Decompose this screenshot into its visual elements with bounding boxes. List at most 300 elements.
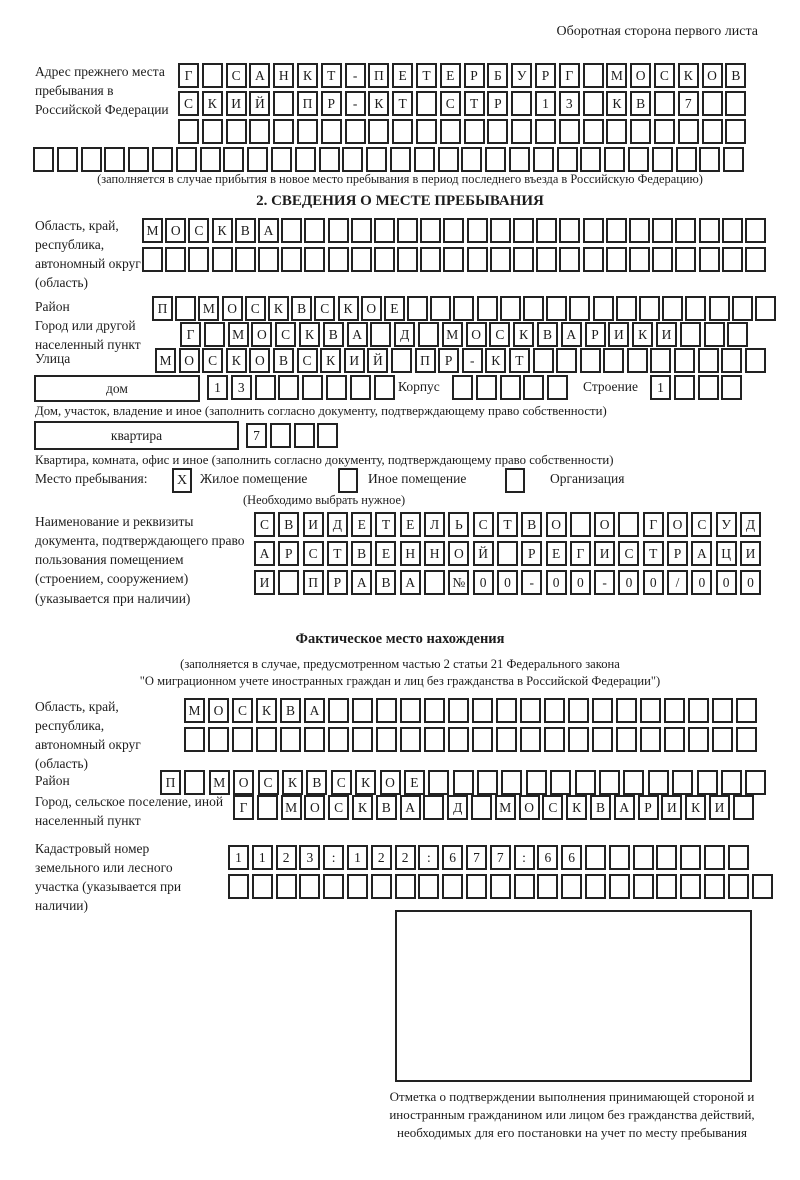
char-box[interactable] [256, 727, 277, 752]
char-box[interactable] [352, 727, 373, 752]
char-box[interactable]: Р [585, 322, 606, 347]
char-box[interactable]: М [495, 795, 516, 820]
char-box[interactable]: : [323, 845, 344, 870]
char-box[interactable] [618, 512, 639, 537]
char-box[interactable]: Г [570, 541, 591, 566]
checkbox-organization[interactable] [505, 468, 525, 493]
char-box[interactable]: С [258, 770, 279, 795]
char-box[interactable] [202, 63, 223, 88]
char-box[interactable]: О [304, 795, 325, 820]
char-box[interactable]: А [614, 795, 635, 820]
char-box[interactable] [702, 91, 723, 116]
char-box[interactable] [352, 698, 373, 723]
char-box[interactable]: И [661, 795, 682, 820]
char-box[interactable]: К [212, 218, 233, 243]
char-box[interactable] [176, 147, 197, 172]
char-box[interactable] [397, 247, 418, 272]
char-box[interactable]: - [594, 570, 615, 595]
char-box[interactable] [487, 119, 508, 144]
char-box[interactable]: Б [487, 63, 508, 88]
char-box[interactable] [709, 296, 730, 321]
char-box[interactable] [520, 727, 541, 752]
char-box[interactable] [328, 727, 349, 752]
char-box[interactable]: Л [424, 512, 445, 537]
char-box[interactable] [371, 874, 392, 899]
char-box[interactable] [420, 247, 441, 272]
char-box[interactable]: 6 [442, 845, 463, 870]
char-box[interactable] [603, 348, 624, 373]
char-box[interactable] [202, 119, 223, 144]
char-box[interactable] [633, 845, 654, 870]
char-box[interactable]: Т [327, 541, 348, 566]
char-box[interactable] [497, 541, 518, 566]
char-box[interactable] [252, 874, 273, 899]
char-box[interactable]: С [303, 541, 324, 566]
char-box[interactable]: К [226, 348, 247, 373]
char-box[interactable]: К [678, 63, 699, 88]
char-box[interactable] [467, 247, 488, 272]
char-box[interactable] [546, 296, 567, 321]
char-box[interactable]: И [594, 541, 615, 566]
char-box[interactable]: К [566, 795, 587, 820]
char-box[interactable] [745, 348, 766, 373]
char-box[interactable]: С [202, 348, 223, 373]
char-box[interactable]: 7 [246, 423, 267, 448]
char-box[interactable] [688, 727, 709, 752]
char-box[interactable]: О [208, 698, 229, 723]
char-box[interactable] [258, 247, 279, 272]
char-box[interactable] [728, 845, 749, 870]
char-box[interactable]: А [304, 698, 325, 723]
char-box[interactable]: Е [546, 541, 567, 566]
char-box[interactable] [397, 218, 418, 243]
char-box[interactable]: А [258, 218, 279, 243]
char-box[interactable] [414, 147, 435, 172]
char-box[interactable]: А [400, 570, 421, 595]
char-box[interactable] [376, 727, 397, 752]
char-box[interactable]: И [254, 570, 275, 595]
char-box[interactable] [629, 218, 650, 243]
char-box[interactable]: И [656, 322, 677, 347]
char-box[interactable] [273, 119, 294, 144]
char-box[interactable]: М [184, 698, 205, 723]
char-box[interactable]: П [303, 570, 324, 595]
char-box[interactable] [580, 348, 601, 373]
char-box[interactable]: С [691, 512, 712, 537]
char-box[interactable] [654, 91, 675, 116]
char-box[interactable]: Й [473, 541, 494, 566]
char-box[interactable] [712, 698, 733, 723]
char-box[interactable] [752, 874, 773, 899]
char-box[interactable] [559, 119, 580, 144]
char-box[interactable]: 2 [371, 845, 392, 870]
char-box[interactable] [188, 247, 209, 272]
char-box[interactable]: О [546, 512, 567, 537]
char-box[interactable] [511, 119, 532, 144]
char-box[interactable]: В [537, 322, 558, 347]
char-box[interactable] [702, 119, 723, 144]
char-box[interactable] [535, 119, 556, 144]
char-box[interactable] [128, 147, 149, 172]
char-box[interactable] [721, 770, 742, 795]
char-box[interactable] [585, 874, 606, 899]
char-box[interactable] [142, 247, 163, 272]
char-box[interactable] [273, 91, 294, 116]
char-box[interactable]: М [142, 218, 163, 243]
char-box[interactable] [592, 727, 613, 752]
char-box[interactable] [295, 147, 316, 172]
char-box[interactable] [448, 698, 469, 723]
char-box[interactable]: О [165, 218, 186, 243]
char-box[interactable] [342, 147, 363, 172]
char-box[interactable] [471, 795, 492, 820]
char-box[interactable]: В [630, 91, 651, 116]
char-box[interactable]: П [152, 296, 173, 321]
char-box[interactable]: Т [643, 541, 664, 566]
char-box[interactable] [424, 570, 445, 595]
char-box[interactable]: 0 [643, 570, 664, 595]
char-box[interactable]: 0 [691, 570, 712, 595]
char-box[interactable] [430, 296, 451, 321]
char-box[interactable] [568, 698, 589, 723]
char-box[interactable]: - [521, 570, 542, 595]
char-box[interactable] [496, 698, 517, 723]
char-box[interactable] [575, 770, 596, 795]
char-box[interactable] [424, 727, 445, 752]
char-box[interactable]: 3 [299, 845, 320, 870]
char-box[interactable] [712, 727, 733, 752]
char-box[interactable]: 1 [650, 375, 671, 400]
char-box[interactable]: Д [740, 512, 761, 537]
checkbox-other-premises[interactable] [338, 468, 358, 493]
char-box[interactable]: 7 [678, 91, 699, 116]
char-box[interactable] [514, 874, 535, 899]
char-box[interactable] [428, 770, 449, 795]
char-box[interactable]: И [344, 348, 365, 373]
char-box[interactable] [664, 698, 685, 723]
char-box[interactable] [662, 296, 683, 321]
char-box[interactable] [490, 218, 511, 243]
char-box[interactable]: О [361, 296, 382, 321]
char-box[interactable] [616, 296, 637, 321]
char-box[interactable]: К [368, 91, 389, 116]
char-box[interactable] [509, 147, 530, 172]
char-box[interactable]: 6 [561, 845, 582, 870]
char-box[interactable]: И [303, 512, 324, 537]
char-box[interactable]: С [275, 322, 296, 347]
char-box[interactable]: Р [327, 570, 348, 595]
char-box[interactable]: Р [521, 541, 542, 566]
char-box[interactable] [81, 147, 102, 172]
char-box[interactable] [698, 375, 719, 400]
char-box[interactable] [704, 322, 725, 347]
char-box[interactable]: А [400, 795, 421, 820]
char-box[interactable]: 0 [473, 570, 494, 595]
char-box[interactable]: О [519, 795, 540, 820]
char-box[interactable]: П [297, 91, 318, 116]
char-box[interactable] [583, 119, 604, 144]
char-box[interactable]: 1 [535, 91, 556, 116]
char-box[interactable] [606, 119, 627, 144]
char-box[interactable]: 0 [570, 570, 591, 595]
char-box[interactable]: В [306, 770, 327, 795]
char-box[interactable]: О [179, 348, 200, 373]
char-box[interactable] [391, 348, 412, 373]
char-box[interactable]: Е [384, 296, 405, 321]
char-box[interactable] [472, 698, 493, 723]
char-box[interactable]: С [440, 91, 461, 116]
char-box[interactable]: 1 [207, 375, 228, 400]
char-box[interactable]: О [466, 322, 487, 347]
char-box[interactable]: Ц [716, 541, 737, 566]
char-box[interactable] [736, 698, 757, 723]
char-box[interactable] [57, 147, 78, 172]
char-box[interactable]: Г [233, 795, 254, 820]
char-box[interactable] [544, 698, 565, 723]
char-box[interactable] [278, 570, 299, 595]
char-box[interactable] [33, 147, 54, 172]
char-box[interactable] [604, 147, 625, 172]
char-box[interactable] [302, 375, 323, 400]
char-box[interactable] [490, 874, 511, 899]
char-box[interactable]: Ь [448, 512, 469, 537]
char-box[interactable]: А [561, 322, 582, 347]
char-box[interactable] [559, 247, 580, 272]
char-box[interactable]: 7 [466, 845, 487, 870]
char-box[interactable] [732, 296, 753, 321]
char-box[interactable]: 0 [497, 570, 518, 595]
char-box[interactable]: 2 [395, 845, 416, 870]
char-box[interactable] [616, 727, 637, 752]
char-box[interactable]: И [226, 91, 247, 116]
char-box[interactable] [328, 698, 349, 723]
char-box[interactable] [639, 296, 660, 321]
char-box[interactable] [536, 218, 557, 243]
char-box[interactable] [698, 348, 719, 373]
char-box[interactable]: Р [638, 795, 659, 820]
char-box[interactable] [416, 91, 437, 116]
char-box[interactable] [704, 845, 725, 870]
char-box[interactable]: М [281, 795, 302, 820]
char-box[interactable] [561, 874, 582, 899]
char-box[interactable] [640, 727, 661, 752]
char-box[interactable] [448, 727, 469, 752]
char-box[interactable]: С [232, 698, 253, 723]
char-box[interactable]: В [323, 322, 344, 347]
char-box[interactable]: Т [497, 512, 518, 537]
char-box[interactable] [721, 348, 742, 373]
char-box[interactable] [368, 119, 389, 144]
char-box[interactable]: - [345, 63, 366, 88]
char-box[interactable] [627, 348, 648, 373]
char-box[interactable] [374, 375, 395, 400]
char-box[interactable] [476, 375, 497, 400]
char-box[interactable] [675, 247, 696, 272]
char-box[interactable] [464, 119, 485, 144]
char-box[interactable]: В [590, 795, 611, 820]
char-box[interactable] [257, 795, 278, 820]
char-box[interactable] [745, 770, 766, 795]
char-box[interactable]: Р [487, 91, 508, 116]
char-box[interactable] [585, 845, 606, 870]
char-box[interactable] [656, 845, 677, 870]
char-box[interactable]: Е [400, 512, 421, 537]
char-box[interactable] [556, 348, 577, 373]
char-box[interactable] [281, 218, 302, 243]
char-box[interactable]: Й [367, 348, 388, 373]
char-box[interactable] [392, 119, 413, 144]
char-box[interactable]: К [202, 91, 223, 116]
char-box[interactable] [178, 119, 199, 144]
char-box[interactable]: К [355, 770, 376, 795]
char-box[interactable] [570, 512, 591, 537]
char-box[interactable] [200, 147, 221, 172]
char-box[interactable] [755, 296, 776, 321]
char-box[interactable] [490, 247, 511, 272]
char-box[interactable] [633, 874, 654, 899]
char-box[interactable] [461, 147, 482, 172]
char-box[interactable]: 1 [228, 845, 249, 870]
char-box[interactable] [559, 218, 580, 243]
char-box[interactable]: С [542, 795, 563, 820]
char-box[interactable]: Т [416, 63, 437, 88]
char-box[interactable] [680, 322, 701, 347]
checkbox-residential[interactable]: X [172, 468, 192, 493]
char-box[interactable]: Р [321, 91, 342, 116]
char-box[interactable] [395, 874, 416, 899]
char-box[interactable]: 1 [347, 845, 368, 870]
char-box[interactable] [616, 698, 637, 723]
char-box[interactable]: К [685, 795, 706, 820]
char-box[interactable] [184, 727, 205, 752]
char-box[interactable]: Д [394, 322, 415, 347]
char-box[interactable] [278, 375, 299, 400]
char-box[interactable] [688, 698, 709, 723]
char-box[interactable] [416, 119, 437, 144]
char-box[interactable] [232, 727, 253, 752]
char-box[interactable]: Р [464, 63, 485, 88]
char-box[interactable] [652, 218, 673, 243]
char-box[interactable] [676, 147, 697, 172]
char-box[interactable] [453, 296, 474, 321]
char-box[interactable]: В [521, 512, 542, 537]
char-box[interactable]: К [299, 322, 320, 347]
char-box[interactable] [583, 247, 604, 272]
char-box[interactable] [736, 727, 757, 752]
char-box[interactable]: У [511, 63, 532, 88]
char-box[interactable]: О [251, 322, 272, 347]
char-box[interactable] [418, 322, 439, 347]
char-box[interactable] [745, 218, 766, 243]
char-box[interactable] [523, 375, 544, 400]
char-box[interactable] [674, 348, 695, 373]
char-box[interactable] [727, 322, 748, 347]
char-box[interactable]: 3 [231, 375, 252, 400]
char-box[interactable] [685, 296, 706, 321]
char-box[interactable] [304, 247, 325, 272]
char-box[interactable] [533, 147, 554, 172]
char-box[interactable]: С [331, 770, 352, 795]
char-box[interactable] [697, 770, 718, 795]
char-box[interactable] [212, 247, 233, 272]
char-box[interactable]: Е [404, 770, 425, 795]
char-box[interactable] [366, 147, 387, 172]
char-box[interactable] [500, 296, 521, 321]
char-box[interactable] [281, 247, 302, 272]
char-box[interactable] [526, 770, 547, 795]
char-box[interactable] [520, 698, 541, 723]
char-box[interactable]: М [228, 322, 249, 347]
char-box[interactable] [606, 218, 627, 243]
char-box[interactable]: О [222, 296, 243, 321]
char-box[interactable]: К [338, 296, 359, 321]
char-box[interactable] [280, 727, 301, 752]
char-box[interactable] [235, 247, 256, 272]
char-box[interactable] [319, 147, 340, 172]
char-box[interactable] [228, 874, 249, 899]
char-box[interactable] [500, 375, 521, 400]
char-box[interactable] [466, 874, 487, 899]
char-box[interactable] [680, 845, 701, 870]
char-box[interactable]: К [352, 795, 373, 820]
char-box[interactable]: Т [464, 91, 485, 116]
char-box[interactable] [270, 423, 291, 448]
char-box[interactable] [345, 119, 366, 144]
char-box[interactable] [652, 147, 673, 172]
char-box[interactable] [654, 119, 675, 144]
char-box[interactable]: О [233, 770, 254, 795]
char-box[interactable] [400, 698, 421, 723]
char-box[interactable] [544, 727, 565, 752]
char-box[interactable] [511, 91, 532, 116]
char-box[interactable] [496, 727, 517, 752]
char-box[interactable] [513, 247, 534, 272]
char-box[interactable] [226, 119, 247, 144]
char-box[interactable]: О [702, 63, 723, 88]
char-box[interactable] [629, 247, 650, 272]
char-box[interactable] [165, 247, 186, 272]
char-box[interactable] [443, 218, 464, 243]
char-box[interactable] [104, 147, 125, 172]
char-box[interactable] [477, 770, 498, 795]
char-box[interactable]: П [368, 63, 389, 88]
char-box[interactable] [407, 296, 428, 321]
char-box[interactable]: К [606, 91, 627, 116]
char-box[interactable] [317, 423, 338, 448]
char-box[interactable] [699, 147, 720, 172]
char-box[interactable] [452, 375, 473, 400]
char-box[interactable] [592, 698, 613, 723]
char-box[interactable] [249, 119, 270, 144]
char-box[interactable]: 0 [740, 570, 761, 595]
char-box[interactable]: Р [438, 348, 459, 373]
char-box[interactable] [583, 63, 604, 88]
char-box[interactable]: К [320, 348, 341, 373]
char-box[interactable] [593, 296, 614, 321]
char-box[interactable] [648, 770, 669, 795]
char-box[interactable]: Д [447, 795, 468, 820]
char-box[interactable] [725, 119, 746, 144]
char-box[interactable]: А [254, 541, 275, 566]
char-box[interactable] [374, 247, 395, 272]
char-box[interactable]: С [178, 91, 199, 116]
char-box[interactable] [321, 119, 342, 144]
char-box[interactable]: 2 [276, 845, 297, 870]
char-box[interactable]: Г [180, 322, 201, 347]
char-box[interactable] [501, 770, 522, 795]
char-box[interactable]: Т [509, 348, 530, 373]
char-box[interactable]: 0 [716, 570, 737, 595]
